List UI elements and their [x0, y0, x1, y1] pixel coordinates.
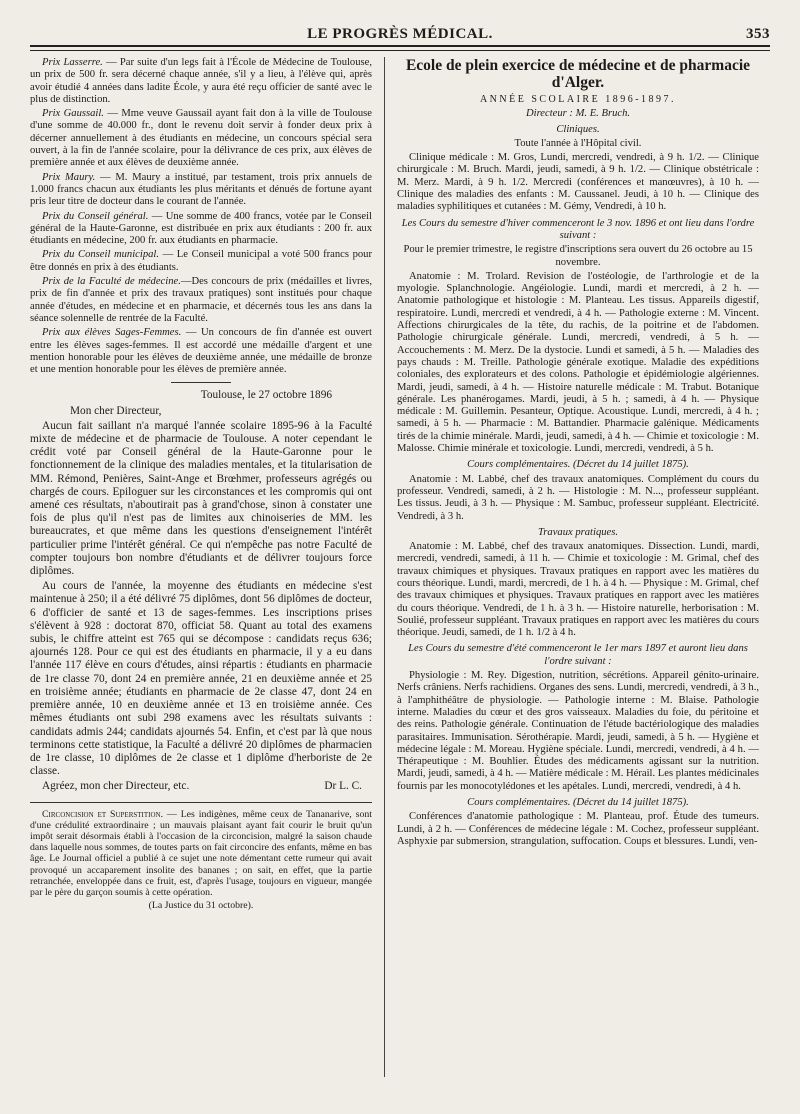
prize-paragraph: Prix du Conseil municipal. — Le Conseil municipal a voté 500 francs pour être donnés en prix à des étudiants. [30, 249, 373, 273]
section-separator [171, 382, 231, 383]
section-text: Anatomie : M. Trolard. Revision de l'ostéologie, de l'arthrologie et de la myologie. Splanchnologie. Angéiologie. Lundi, mardi et mercredi, à 2 h. — Anatomie pathologique et histologie : M. Planteau. Les tissus. Appareils digestif, respiratoire. Lundi, mercredi et vendredi, à 4 h. — Pathologie externe : M. Vincent. Affections chirurgicales de la tête, du rachis, de la poitrine et de l'abdomen. Pathologie chirurgicale générale. Lundi, mercredi, vendredi, à 5 h. — Accouchements : M. Merz. De la dystocie. Lundi et samedi, à 5 h. — Maladies des pays chauds : M. Treille. Pathologie générale exotique. Maladie des expéditions coloniales, des explorateurs et des colons. Pathologie et épidémiologie algériennes. Mardi, jeudi, samedi, à 4 h. — Histoire naturelle médicale : M. Trabut. Botanique générale. Les phanérogames. Mardi, jeudi, à 5 h. ; samedi, à 4 h. — Physique médicale : M. Guillemin. Pesanteur, Optique. Acoustique. Lundi, mercredi, à 4 h. ; samedi, à 5 h. — Pharmacie : M. Battandier. Pharmacie galénique. Médicaments tirés de la chimie minérale. Mardi, jeudi, samedi, à 4 h. — Chimie et toxicologie : M. Malosse. Chimie minérale et toxicologie. Lundi, mercredi, vendredi, à 5 h. [397, 270, 759, 455]
letter-closing [30, 780, 372, 793]
letter-salutation: Mon cher Directeur, [70, 404, 162, 417]
letter-signature: Dr L. C. [324, 780, 362, 793]
section-text: Conférences d'anatomie pathologique : M. Planteau, prof. Étude des tumeurs. Lundi, à 2 h. — Conférences de médecine légale : M. Cochez, professeur suppléant. Asphyxie par submersion, strangulation, suffocation. Coups et blessures. Lundi, ven- [397, 811, 759, 847]
news-item [30, 809, 372, 912]
column-divider [384, 57, 385, 1077]
section-heading: Travaux pratiques. [537, 526, 619, 538]
section-text: Anatomie : M. Labbé, chef des travaux anatomiques. Complément du cours du professeur. Vendredi, samedi, à 2 h. — Histologie : M. N..., professeur suppléant. Les tissus. Jeudi, à 3 h. — Physique : M. Sambuc, professeur suppléant. Electricité. Vendredi, à 3 h. [397, 473, 759, 522]
page-number: 353 [746, 26, 770, 42]
section-heading: Cliniques. [556, 123, 600, 135]
section-separator [30, 802, 372, 803]
prize-paragraph: Prix Maury. — M. Maury a institué, par testament, trois prix annuels de 1.000 francs chacun aux étudiants les plus méritants et dénués de fortune ayant pris leur titre de docteur dans le courant de l'année. [30, 171, 372, 208]
prize-paragraph: Prix Lasserre. — Par suite d'un legs fait à l'École de Médecine de Toulouse, un prix de 500 fr. sera décerné chaque année, s'il y a lieu, à l'élève qui, après avoir étudié 4 années dans ladite École, y aura été reçu officier de santé avec le plus de distinction. [30, 57, 372, 105]
section-heading: Les Cours du semestre d'hiver commenceront le 3 nov. 1896 et ont lieu dans l'ordre suivant : [401, 217, 755, 241]
letter [30, 389, 372, 793]
section-text: Physiologie : M. Rey. Digestion, nutrition, sécrétions. Appareil génito-urinaire. Nerfs crâniens. Nerfs rachidiens. Organes des sens. Lundi, mercredi, vendredi, à 3 h., à l'amphithéâtre de physiologie. — Pathologie interne : M. Blaise. Pathologie interne. Maladies du cœur et des gros vaisseaux. Maladies du foie, du péritoine et des reins. Pathologie générale. Continuation de l'étude bactériologique des maladies parasitaires. Immunisation. Sérothérapie. Mardi, jeudi, samedi, à 5 h. — Hygiène et médecine légale : M. Moreau. Hygiène spéciale. Lundi, mercredi, vendredi, à 4 h. — Thérapeutique : M. Bouhlier. Études des médicaments agissant sur la nutrition. Mardi, jeudi, samedi, à 4 h. — Matière médicale : M. Hérail. Les plantes médicinales fournis par les monocotylédones et les apétales. Lundi, mercredi, vendredi, à 4 h. [397, 670, 759, 792]
letter-paragraph: Aucun fait saillant n'a marqué l'année scolaire 1895-96 à la Faculté mixte de médecine et de pharmacie de Toulouse. A noter cependant le crédit voté par Conseil général de la Haute-Garonne pour le fonctionnement de la clinique des maladies mentales, et la titularisation de MM. Rémond, Penières, Saint-Ange et Brœhmer, professeurs agrégés ou chargés de cours. Epiloguer sur les circonstances et les compromis qui ont amené ces résultats, n'aboutirait pas à grand'chose, sinon à constater une fois de plus qu'il n'est pas de limites aux chinoiseries de MM. les bureaucrates, et que même dans les questions d'enseignement l'intérêt particulier prime l'intérêt général. Ce qui n'empêche pas notre Faculté de compter toujours bon nombre d'étudiants et de délivrer toujours force diplômes. [30, 419, 372, 578]
prize-paragraph: Prix du Conseil général. — Une somme de 400 francs, votée par le Conseil général de la Haute-Garonne, est distribuée en prix aux étudiants : 200 fr. aux étudiants en médecine, 200 fr. aux étudiants en pharmacie. [30, 210, 372, 247]
section-intro: Pour le premier trimestre, le registre d'inscriptions sera ouvert du 26 octobre au 15 novembre. [403, 244, 753, 268]
section-heading: Cours complémentaires. (Décret du 14 juillet 1875). [467, 459, 689, 471]
news-source: (La Justice du 31 octobre). [148, 900, 254, 912]
letter-place-date: Toulouse, le 27 octobre 1896 [200, 389, 332, 402]
director-line: Directeur : M. E. Bruch. [525, 108, 631, 120]
news-paragraph: Circoncision et Superstition. — Les indigènes, même ceux de Tananarive, sont d'une crédulité extraordinaire ; un mauvais plaisant ayant fait courir le bruit qu'un impôt serait désormais établi à l'occasion de la circoncision, malgré la saison chaude dans laquelle nous sommes, de toutes parts on fait circoncire des enfants, même en bas âge. Le Journal officiel a publié à ce sujet une note démentant cette rumeur qui avait provoqué un accaparement insolite des bananes ; on sait, en effet, que la partie retranchée, enveloppée dans ce fruit, est, d'après l'usage, toujours en vigueur, mangée par le père du garçon soumis à cette opération. [30, 808, 373, 898]
section-intro: Toute l'année à l'Hôpital civil. [514, 137, 642, 149]
section-text: Clinique médicale : M. Gros, Lundi, mercredi, vendredi, à 9 h. 1/2. — Clinique chirurgicale : M. Bruch. Mardi, jeudi, samedi, à 9 h. 1/2. — Clinique obstétricale : M. Merz. Mardi, à 9 h. 1/2. Mercredi (conférences et manœuvres), à 10 h. — Clinique des maladies des enfants : M. Caussanel. Jeudi, à 10 h. — Clinique des maladies syphilitiques et cutanées : M. Gémy, Vendredi, à 10 h. [397, 152, 759, 213]
right-column [397, 57, 759, 850]
article-title: Ecole de plein exercice de médecine et de pharmacie d'Alger. [405, 57, 751, 91]
prize-paragraph: Prix Gaussail. — Mme veuve Gaussail ayant fait don à la ville de Toulouse d'une somme de 40.000 fr., dont le revenu doit servir à fonder deux prix à décerner annuellement à des étudiants en médecine, un concours spécial sera ouvert, à la fin de l'année scolaire, pour la délivrance de ces prix, aux élèves de première année et aux élèves de deuxième année. [30, 108, 372, 169]
prize-paragraph: Prix aux élèves Sages-Femmes. — Un concours de fin d'année est ouvert entre les élèves sages-femmes. Il est accordé une médaille d'argent et une mention honorable pour les élèves de deuxième année, une médaille de bronze et une mention honorable pour les élèves de première année. [30, 327, 372, 376]
left-column [30, 57, 372, 913]
letter-paragraph: Au cours de l'année, la moyenne des étudiants en médecine s'est maintenue à 250; il a été délivré 75 diplômes, dont 56 diplômes de docteur, 6 d'officier de santé et 13 de sages-femmes. Les inscriptions prises s'élèvent à 928 : doctorat 870, officiat 58. Quant au total des examens subis, le chiffre atteint est 765 qui se décompose : candidats reçus 636; ajournés 128. Pour ce qui est des étudiants en pharmacie, il y a eu dans l'année 117 élève en cours d'études, ainsi répartis : étudiants en pharmacie de 1re classe 70, dont 24 en première année, 21 en deuxième année et 25 en troisième année; étudiants en pharmacie de 2e classe 47, dont 24 en première année, 10 en deuxième année et 13 en troisième année. Ces mêmes étudiants ont subi 298 examens avec les résultats suivants : candidats admis 244; candidats ajournés 54. Enfin, et c'est par là que nous terminons cette statistique, la Faculté a délivré 20 diplômes de pharmacien de 1re classe, 10 diplômes de 2e classe et 1 diplôme d'herboriste de 2e classe. [30, 580, 372, 778]
section-heading: Les Cours du semestre d'été commenceront le 1er mars 1897 et auront lieu dans l'ordre suivant : [408, 643, 748, 667]
section-text: Anatomie : M. Labbé, chef des travaux anatomiques. Dissection. Lundi, mardi, mercredi, vendredi, samedi, à 11 h. — Chimie et toxicologie : M. Grimal, chef des travaux chimiques et physiques. Travaux pratiques en rapport avec les matières du cours théorique. Lundi, mardi, mercredi, de 1 h. à 4 h. — Physique : M. Grimal, chef des travaux chimiques et physiques. Travaux pratiques en rapport avec les matières du cours théorique. Vendredi, de 1 h. à 3 h. — Histoire naturelle, herborisation : M. Soulié, professeur suppléant. Travaux pratiques en rapport avec les matières du cours théorique. Jeudi, samedi, de 1 h. 1/2 à 4 h. [397, 541, 759, 639]
school-year: ANNÉE SCOLAIRE 1896-1897. [479, 94, 677, 105]
prize-paragraph: Prix de la Faculté de médecine.—Des concours de prix (médailles et livres, prix de fin d'année et prix des travaux pratiques) sont institués pour chaque année d'études, en médecine et en pharmacie, et décernés tous les ans dans la séance solennelle de rentrée de la Faculté. [30, 276, 373, 324]
letter-closing-text: Agréez, mon cher Directeur, etc. [42, 780, 190, 793]
header-rule [30, 45, 770, 51]
journal-title: LE PROGRÈS MÉDICAL. [307, 26, 493, 42]
section-heading: Cours complémentaires. (Décret du 14 juillet 1875). [467, 797, 689, 809]
